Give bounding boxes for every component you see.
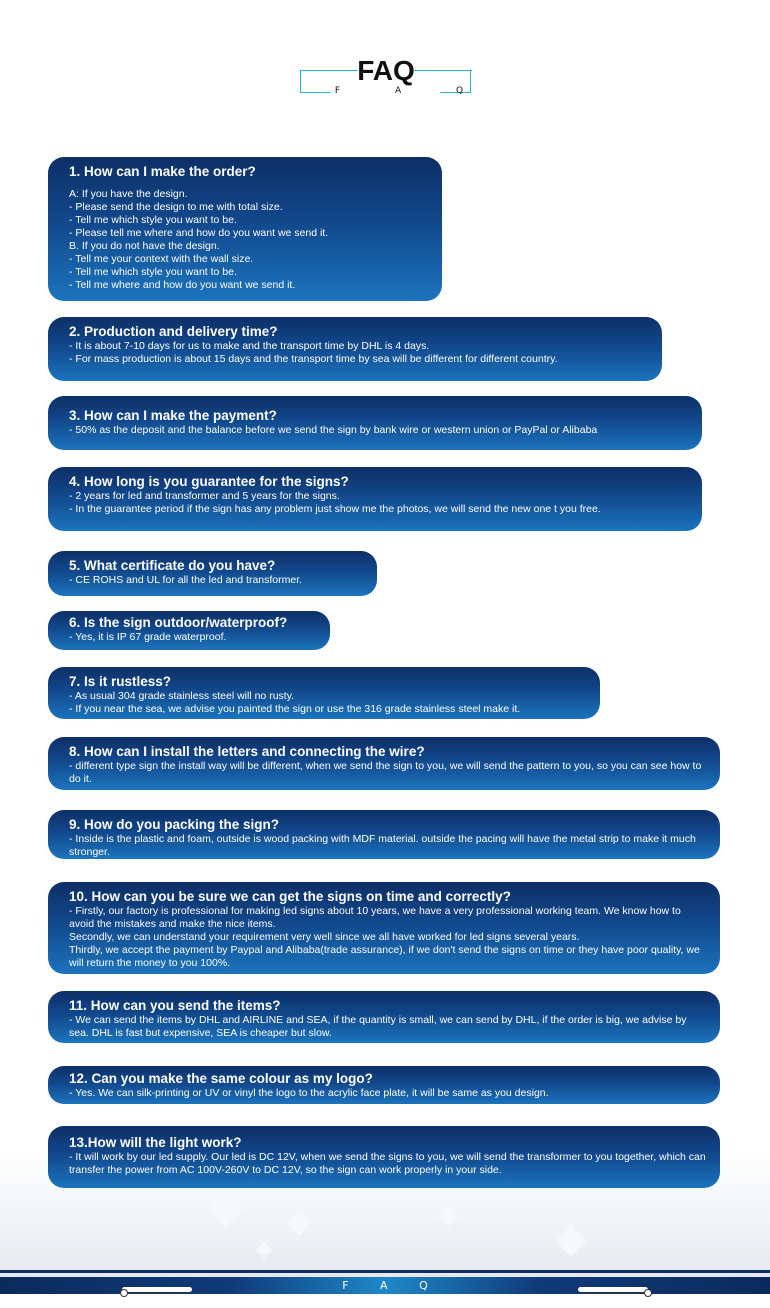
faq-answer: - It is about 7-10 days for us to make and the transport time by DHL is 4 days. - For mass production is about 15 days and the transport time by sea will be different for different country. — [69, 340, 558, 365]
faq-item-12 — [48, 1066, 720, 1104]
footer-line-left — [124, 1293, 188, 1294]
faq-question: 13.How will the light work? — [69, 1135, 242, 1150]
faq-answer: - It will work by our led supply. Our led is DC 12V, when we send the signs to you, we will send the transformer to you together, which can transfer the power from AC 100V-260V to DC 12V, so the sign can work properly in your side. — [69, 1151, 706, 1176]
faq-item-5 — [48, 551, 377, 596]
footer-pill-right — [578, 1287, 648, 1292]
faq-answer: - 2 years for led and transformer and 5 years for the signs. - In the guarantee period if the sign has any problem just show me the photos, we will send the new one t you free. — [69, 490, 601, 515]
footer-line-right — [582, 1293, 646, 1294]
faq-question: 6. Is the sign outdoor/waterproof? — [69, 615, 288, 630]
faq-question: 8. How can I install the letters and connecting the wire? — [69, 744, 425, 759]
faq-answer: - different type sign the install way will be different, when we send the sign to you, we will send the pattern to you, so you can see how to do it. — [69, 760, 702, 785]
faq-item-13 — [48, 1126, 720, 1188]
footer-divider — [0, 1270, 770, 1273]
footer-ring-right-icon — [644, 1289, 652, 1297]
faq-question: 4. How long is you guarantee for the signs? — [69, 474, 349, 489]
faq-answer: - Firstly, our factory is professional for making led signs about 10 years, we have a very professional working team. We know how to avoid the mistakes and make the nice items. Secondly, we can understand your requirement very well since we all have worked for led signs several years. Thirdly, we accept the payment by Paypal and Alibaba(trade assurance), if we don't send the signs on time or they have poor quality, we will return the money to you 100%. — [69, 905, 700, 969]
faq-question: 2. Production and delivery time? — [69, 324, 278, 339]
faq-item-1 — [48, 157, 442, 301]
footer-label: F A Q — [342, 1279, 442, 1292]
faq-question: 3. How can I make the payment? — [69, 408, 277, 423]
faq-question: 7. Is it rustless? — [69, 674, 172, 689]
faq-answer: - Yes, it is IP 67 grade waterproof. — [69, 631, 227, 643]
faq-item-6 — [48, 611, 330, 650]
faq-item-7 — [48, 667, 600, 719]
faq-question: 9. How do you packing the sign? — [69, 817, 280, 832]
faq-question: 10. How can you be sure we can get the signs on time and correctly? — [69, 889, 511, 904]
faq-answer: A: If you have the design. - Please send the design to me with total size. - Tell me which style you want to be. - Please tell me where and how do you want we send it. B. If you do not have the design. - Tell me your context with the wall size. - Tell me which style you want to be. - Tell me where and how do you want we send it. — [69, 188, 329, 291]
faq-item-8 — [48, 737, 720, 790]
faq-question: 5. What certificate do you have? — [69, 558, 276, 573]
faq-question: 11. How can you send the items? — [69, 998, 281, 1013]
faq-item-9 — [48, 810, 720, 859]
faq-question: 1. How can I make the order? — [69, 164, 256, 179]
faq-item-10 — [48, 882, 720, 974]
faq-answer: - Inside is the plastic and foam, outside is wood packing with MDF material. outside the pacing will have the metal strip to make it much stronger. — [69, 833, 696, 858]
faq-answer: - As usual 304 grade stainless steel will no rusty. - If you near the sea, we advise you painted the sign or use the 316 grade stainless steel make it. — [69, 690, 521, 715]
page-title: FAQ — [357, 55, 415, 86]
page-subtitle: F A Q — [334, 86, 490, 96]
footer-pill-left — [122, 1287, 192, 1292]
footer-ring-left-icon — [120, 1289, 128, 1297]
faq-question: 12. Can you make the same colour as my logo? — [69, 1071, 373, 1086]
faq-answer: - Yes. We can silk-printing or UV or vinyl the logo to the acrylic face plate, it will be same as you design. — [69, 1087, 549, 1099]
faq-answer: - 50% as the deposit and the balance before we send the sign by bank wire or western union or PayPal or Alibaba — [69, 424, 598, 436]
faq-item-3 — [48, 396, 702, 450]
faq-answer: - CE ROHS and UL for all the led and transformer. — [69, 574, 303, 586]
faq-answer: - We can send the items by DHL and AIRLINE and SEA, if the quantity is small, we can send by DHL, if the order is big, we advise by sea. DHL is fast but expensive, SEA is cheaper but slow. — [69, 1014, 687, 1039]
faq-item-11 — [48, 991, 720, 1043]
faq-item-4 — [48, 467, 702, 531]
faq-item-2 — [48, 317, 662, 381]
